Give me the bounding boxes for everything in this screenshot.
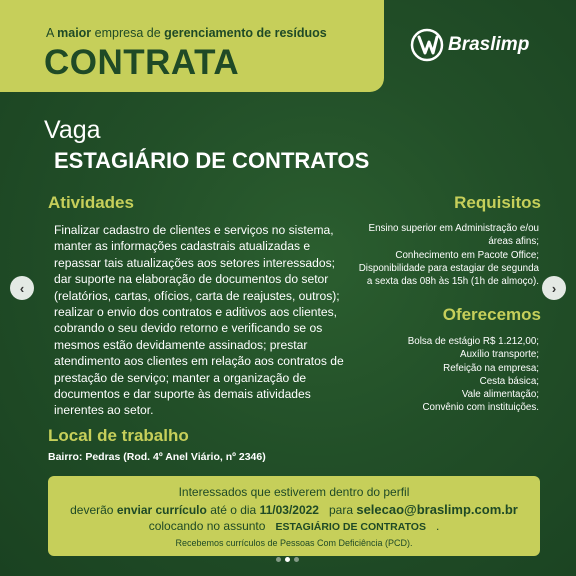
list-item: Bolsa de estágio R$ 1.212,00; xyxy=(407,336,539,347)
carousel-prev-button[interactable] xyxy=(10,276,34,300)
offers-heading: Oferecemos xyxy=(442,305,541,324)
list-item: Cesta básica; xyxy=(479,375,539,387)
chevron-right-icon: › xyxy=(551,280,557,296)
list-item: áreas afins; xyxy=(488,236,539,248)
requirements-list xyxy=(309,222,539,288)
carousel-dot-active[interactable] xyxy=(285,557,290,562)
list-item: Disponibilidade para estagiar de segunda xyxy=(358,262,539,274)
braslimp-logo-icon xyxy=(410,28,444,62)
list-item: Ensino superior em Administração e/ou xyxy=(368,223,539,234)
carousel-dot[interactable] xyxy=(294,557,299,562)
list-item: Refeição na empresa; xyxy=(443,362,539,374)
header-banner xyxy=(0,0,384,92)
carousel-indicator xyxy=(276,557,299,562)
list-item: Conhecimento em Pacote Office; xyxy=(395,249,539,261)
cta-line-2: deverão enviar currículo até o dia 11/03/2022 para selecao@braslimp.com.br xyxy=(70,502,518,517)
cta-line-1: Interessados que estiverem dentro do perfil xyxy=(178,485,410,499)
vaga-label: Vaga xyxy=(44,116,101,144)
list-item: Convênio com instituições. xyxy=(422,402,539,414)
carousel-dot[interactable] xyxy=(276,557,281,562)
application-box xyxy=(48,476,540,556)
workplace-address: Bairro: Pedras (Rod. 4º Anel Viário, nº 2346) xyxy=(48,451,266,463)
list-item: Vale alimentação; xyxy=(461,389,539,401)
brand-name: Braslimp xyxy=(448,34,530,55)
tagline: A maior empresa de gerenciamento de resíduos xyxy=(46,26,327,40)
job-title: ESTAGIÁRIO DE CONTRATOS xyxy=(54,148,370,173)
cta-line-3: colocando no assunto ESTAGIÁRIO DE CONTRATOS . xyxy=(148,519,440,533)
headline: CONTRATA xyxy=(44,43,240,82)
email-address: selecao@braslimp.com.br xyxy=(356,502,518,517)
email-subject: ESTAGIÁRIO DE CONTRATOS xyxy=(275,521,426,533)
workplace-heading: Local de trabalho xyxy=(48,426,189,445)
carousel-next-button[interactable] xyxy=(542,276,566,300)
brand-logo xyxy=(410,28,529,62)
list-item: a sexta das 08h às 15h (1h de almoço). xyxy=(366,276,539,288)
requirements-heading: Requisitos xyxy=(454,193,541,212)
pcd-note: Recebemos currículos de Pessoas Com Deficiência (PCD). xyxy=(175,538,413,548)
offers-list xyxy=(309,335,539,415)
activities-heading: Atividades xyxy=(48,193,134,212)
activities-text: Finalizar cadastro de clientes e serviços no sistema, manter as informações cadastrais atualizadas e repassar tais atualizações aos setores interessados; dar suporte na elaboração de documentos do setor (relatórios, cartas, ofícios, carta de reajustes, outros); realizar o envio dos contratos e aditivos aos clientes, cobrando o seu devido retorno e verificando se os mesmos estão devidamente assinados; prestar atendimento aos clientes em relação aos contratos de prestação de serviço; manter a organização de documentos e dar suporte às demais atividades inerentes ao setor. xyxy=(54,223,344,418)
list-item: Auxílio transporte; xyxy=(460,349,539,361)
chevron-left-icon: ‹ xyxy=(19,280,25,296)
